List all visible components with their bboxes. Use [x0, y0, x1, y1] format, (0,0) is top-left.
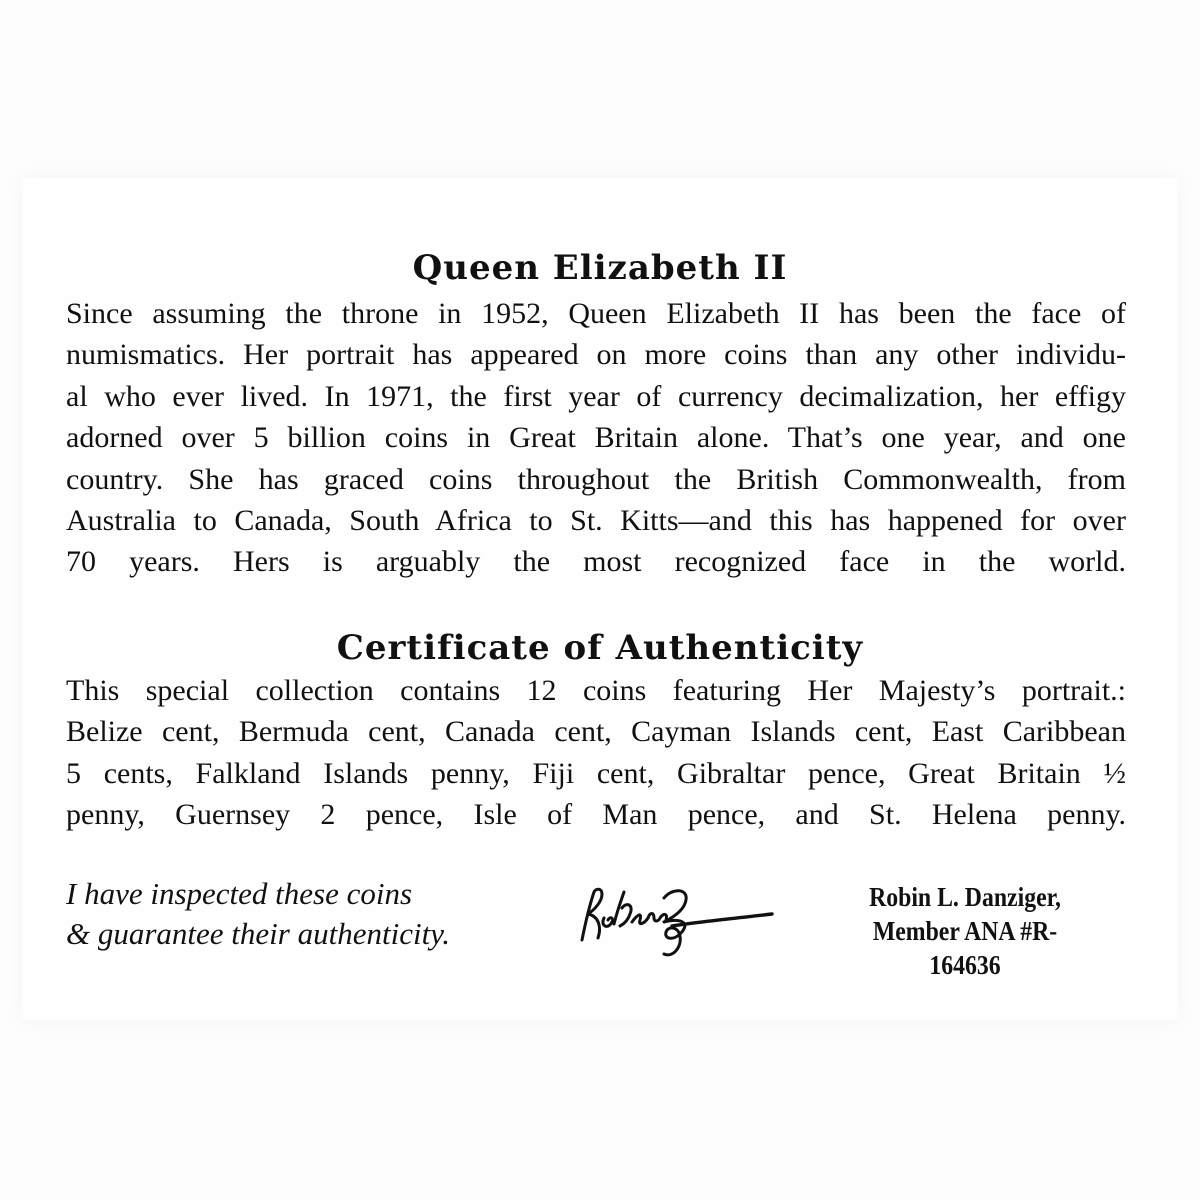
intro-line: country. She has graced coins throughout the British Commonwealth, from	[66, 462, 1126, 496]
signature-icon	[568, 878, 780, 968]
intro-line: Australia to Canada, South Africa to St. Kitts—and this has happened for over	[66, 504, 1126, 538]
certificate-line: Belize cent, Bermuda cent, Canada cent, Cayman Islands cent, East Caribbean	[66, 715, 1126, 749]
intro-line: adorned over 5 billion coins in Great Britain alone. That’s one year, and one	[66, 421, 1126, 455]
intro-line: numismatics. Her portrait has appeared on more coins than any other individu-	[66, 338, 1126, 372]
signer-membership: Member ANA #R-164636	[872, 916, 1058, 980]
inspection-line: & guarantee their authenticity.	[66, 916, 450, 951]
intro-line: al who ever lived. In 1971, the first year of currency decimalization, her effigy	[66, 379, 1126, 413]
signer-name: Robin L. Danziger,	[869, 882, 1061, 912]
section-title-queen: Queen Elizabeth II	[412, 248, 788, 288]
inspection-line: I have inspected these coins	[66, 876, 413, 911]
signer-block	[837, 880, 1092, 982]
certificate-line: 5 cents, Falkland Islands penny, Fiji cent, Gibraltar pence, Great Britain ½	[66, 756, 1126, 790]
section-title-certificate: Certificate of Authenticity	[336, 628, 864, 668]
intro-line: 70 years. Hers is arguably the most recognized face in the world.	[66, 545, 1126, 579]
intro-line: Since assuming the throne in 1952, Queen Elizabeth II has been the face of	[66, 297, 1126, 330]
inspection-statement	[66, 874, 450, 954]
certificate-paragraph	[66, 670, 1126, 836]
certificate-line: penny, Guernsey 2 pence, Isle of Man pence, and St. Helena penny.	[66, 798, 1126, 832]
certificate-line: This special collection contains 12 coins featuring Her Majesty’s portrait.:	[66, 674, 1126, 707]
intro-paragraph	[66, 293, 1126, 583]
